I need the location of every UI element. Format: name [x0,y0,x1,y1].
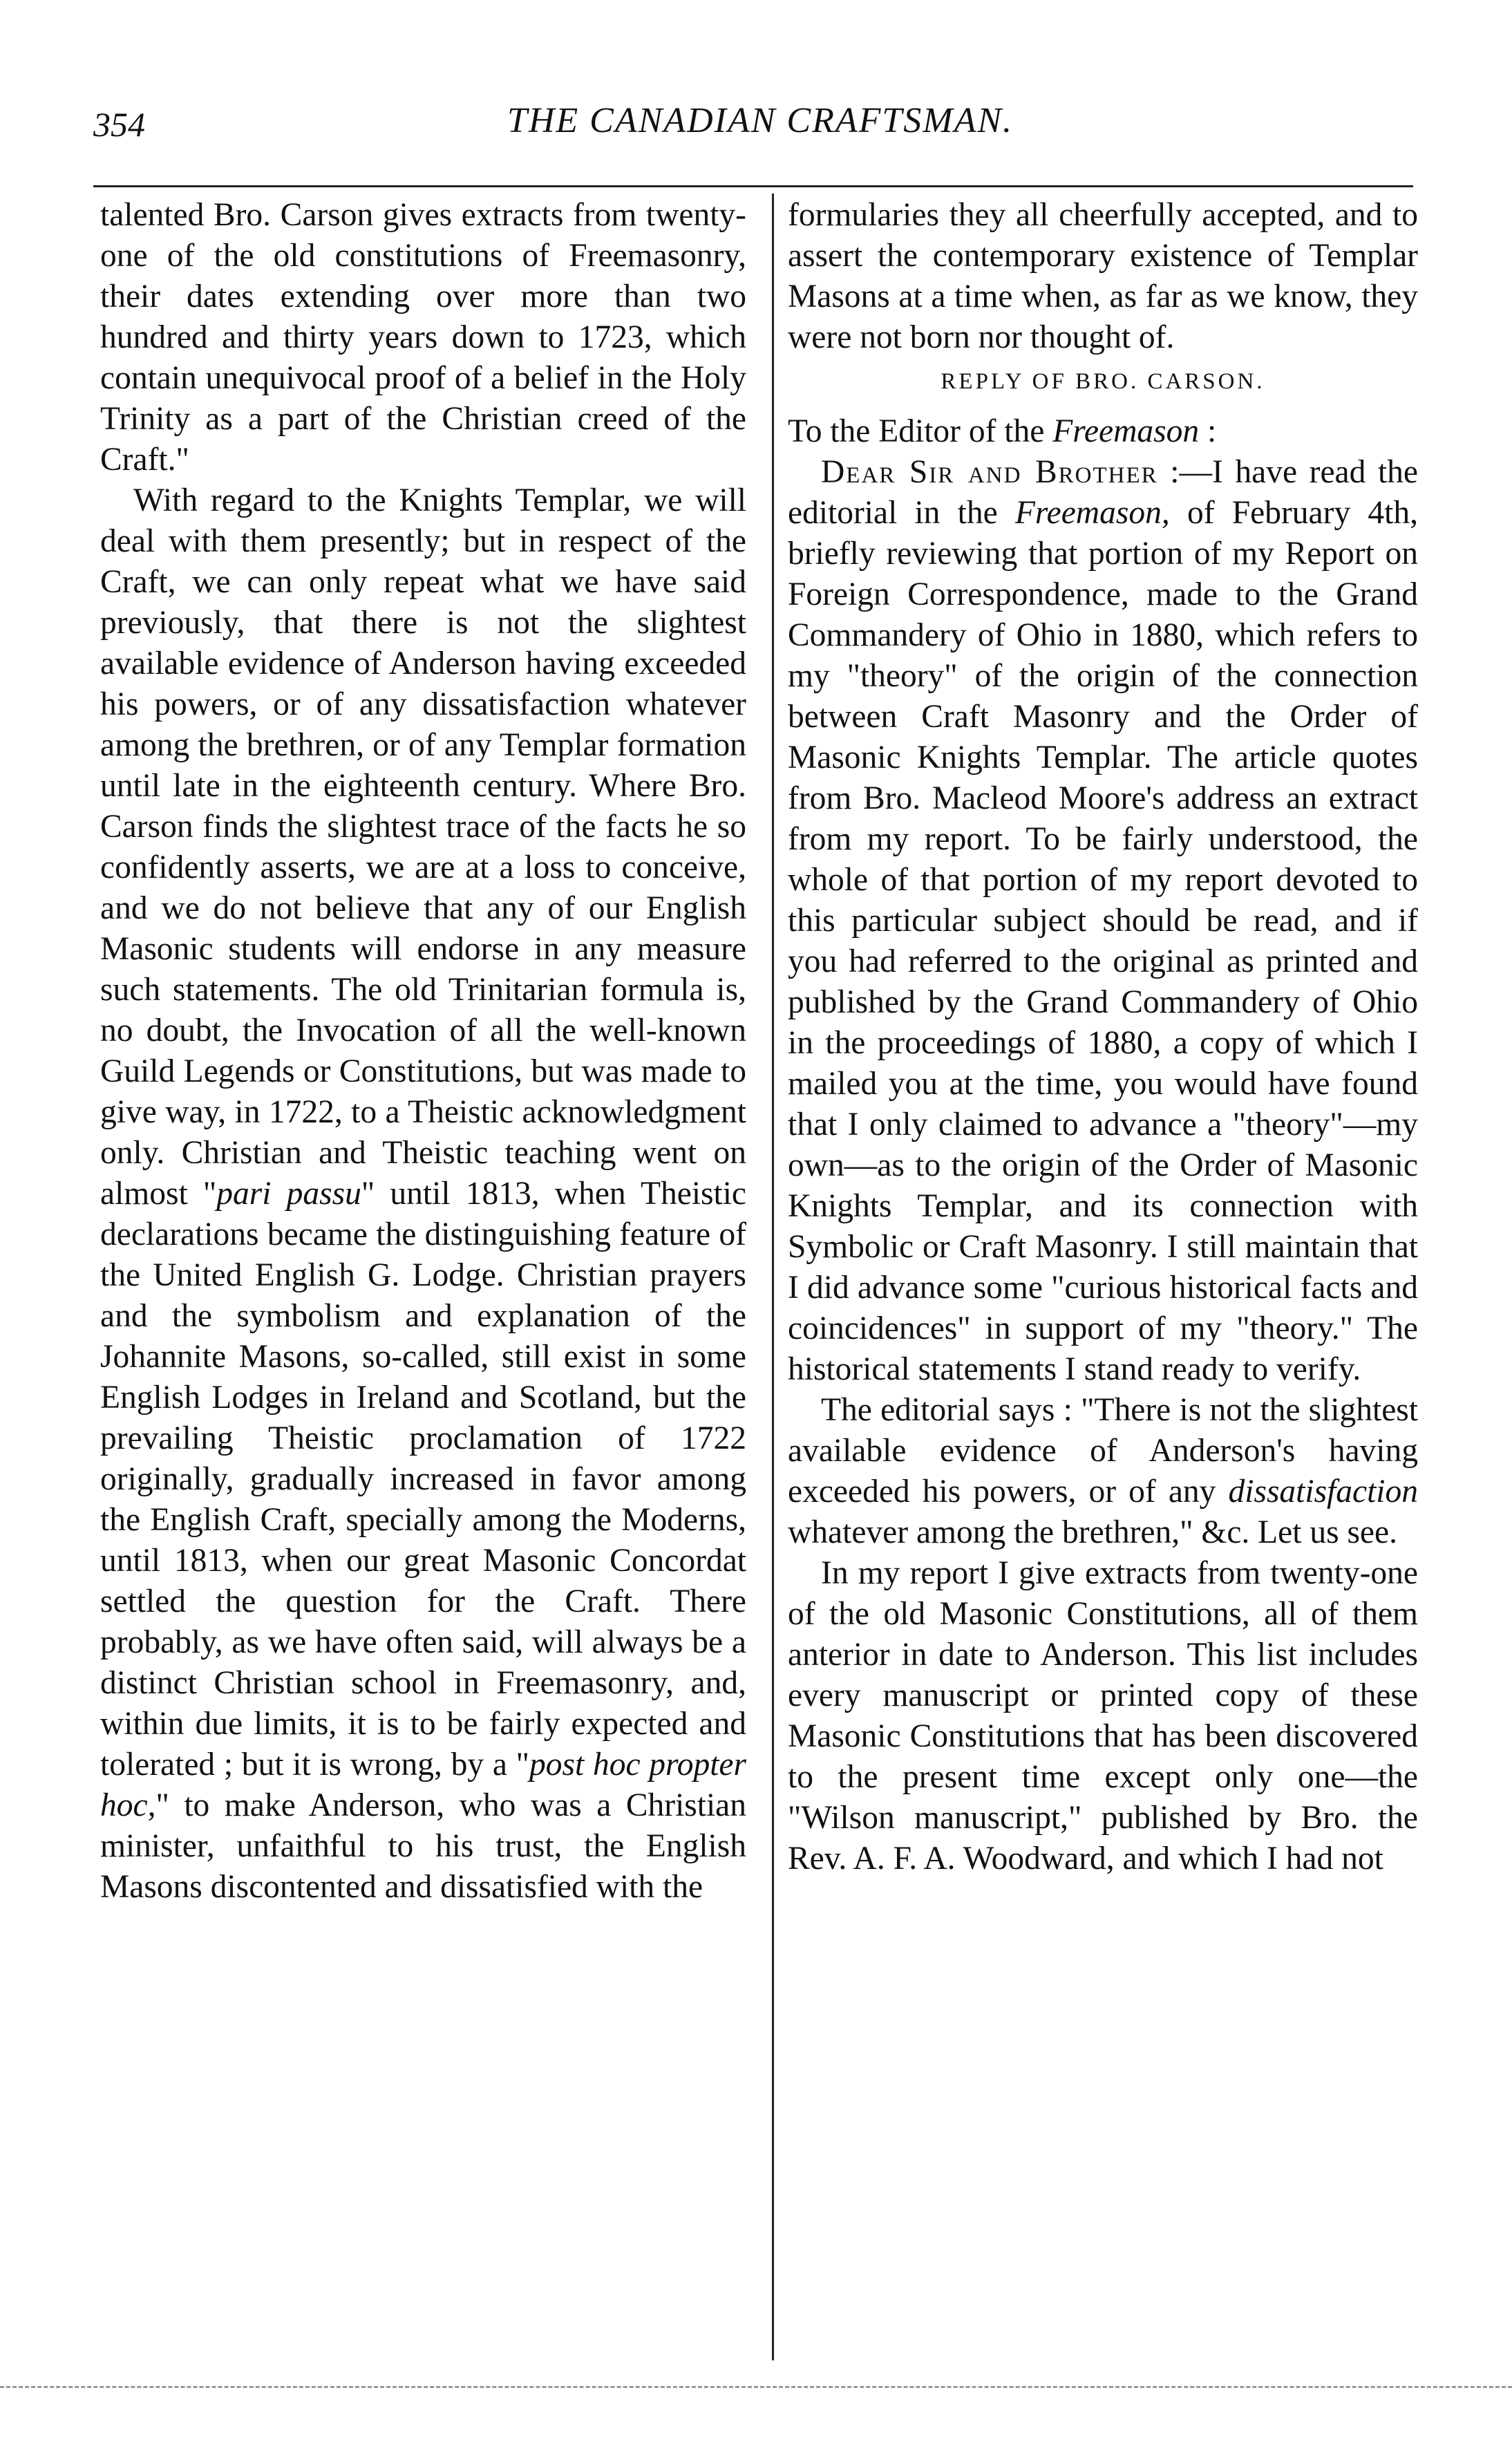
right-paragraph-2-text-a: :—I have read the editorial in the [788,454,1418,531]
right-paragraph-3-text-a: The editorial says : "There is not the slightest available evidence of Anderson's having exceeded his powers, or of any [788,1392,1418,1510]
left-paragraph-2-text-c: " to make Anderson, who was a Christian minister, unfaithful to his trust, the English Masons discontented and dissatisfied with the [100,1787,746,1905]
letter-address-colon: : [1199,413,1217,449]
right-paragraph-3-text-b: whatever among the brethren," &c. Let us see. [788,1514,1397,1550]
left-paragraph-1: talented Bro. Carson gives extracts from twenty-one of the old constitutions of Freemasonry, their dates extending over more than two hundred and thirty years down to 1723, which contain unequivocal proof of a belief in the Holy Trinity as a part of the Christian creed of the Craft." [100,197,746,478]
bottom-rule [0,2386,1512,2388]
left-paragraph-2 [100,480,746,1908]
right-paragraph-3 [788,1390,1418,1553]
right-paragraph-4: In my report I give extracts from twenty-one of the old Masonic Constitutions, all of them anterior in date to Anderson. This list includes every manuscript or printed copy of these Masonic Constitutions that has been discovered to the present time except only one—the "Wilson manuscript," published by Bro. the Rev. A. F. A. Woodward, and which I had not [788,1555,1418,1877]
dissatisfaction-italic: dissatisfaction [1228,1474,1418,1510]
right-column [788,195,1418,1879]
letter-address [788,411,1418,452]
page-number: 354 [93,105,145,144]
pari-passu-italic: pari passu [216,1176,361,1212]
left-column [100,195,746,1908]
freemason-italic: Freemason [1052,413,1200,449]
right-paragraph-1: formularies they all cheerfully accepted, and to assert the contemporary existence of Templar Masons at a time when, as far as we know, they were not born nor thought of. [788,197,1418,355]
running-head: THE CANADIAN CRAFTSMAN. [507,101,1014,140]
salutation: Dear Sir and Brother [821,454,1158,490]
post-hoc-italic: post hoc propter hoc, [100,1747,746,1823]
header-rule [93,185,1413,187]
right-paragraph-2-text-b: of February 4th, briefly reviewing that portion of my Report on Foreign Correspondence, made to the Grand Commandery of Ohio in 1880, which refers to my "theory" of the origin of the connection between Craft Masonry and the Order of Masonic Knights Templar. The article quotes from Bro. Macleod Moore's address an extract from my report. To be fairly understood, the whole of that portion of my report devoted to this particular subject should be read, and if you had referred to the original as printed and published by the Grand Commandery of Ohio in the proceedings of 1880, a copy of which I mailed you at the time, you would have found that I only claimed to advance a "theory"—my own—as to the origin of the Order of Masonic Knights Templar, and its connection with Symbolic or Craft Masonry. I still maintain that I did advance some "curious historical facts and coincidences" in support of my "theory." The historical statements I stand ready to verify. [788,495,1418,1387]
column-divider [772,194,774,2360]
left-paragraph-2-text-a: With regard to the Knights Templar, we will deal with them presently; but in respect of the Craft, we can only repeat what we have said previously, that there is not the slightest available evidence of Anderson having exceeded his powers, or of any dissatisfaction whatever among the brethren, or of any Templar formation until late in the eighteenth century. Where Bro. Carson finds the slightest trace of the facts he so confidently asserts, we are at a loss to conceive, and we do not believe that any of our English Masonic students will endorse in any measure such statements. The old Trinitarian formula is, no doubt, the Invocation of all the well-known Guild Legends or Constitutions, but was made to give way, in 1722, to a Theistic acknowledgment only. Christian and Theistic teaching went on almost " [100,482,746,1212]
right-paragraph-2 [788,452,1418,1390]
left-paragraph-2-text-b: " until 1813, when Theistic declarations became the distinguishing feature of the United English G. Lodge. Christian prayers and the symbolism and explanation of the Johannite Masons, so-called, still exist in some English Lodges in Ireland and Scotland, but the prevailing Theistic proclamation of 1722 originally, gradually increased in favor among the English Craft, specially among the Moderns, until 1813, when our great Masonic Concordat settled the question for the Craft. There probably, as we have often said, will always be a distinct Christian school in Freemasonry, and, within due limits, it is to be fairly expected and tolerated ; but it is wrong, by a " [100,1176,746,1783]
section-subhead: REPLY OF BRO. CARSON. [941,369,1265,394]
freemason-italic-2: Freemason, [1014,495,1170,531]
letter-address-text: To the Editor of the [788,413,1053,449]
